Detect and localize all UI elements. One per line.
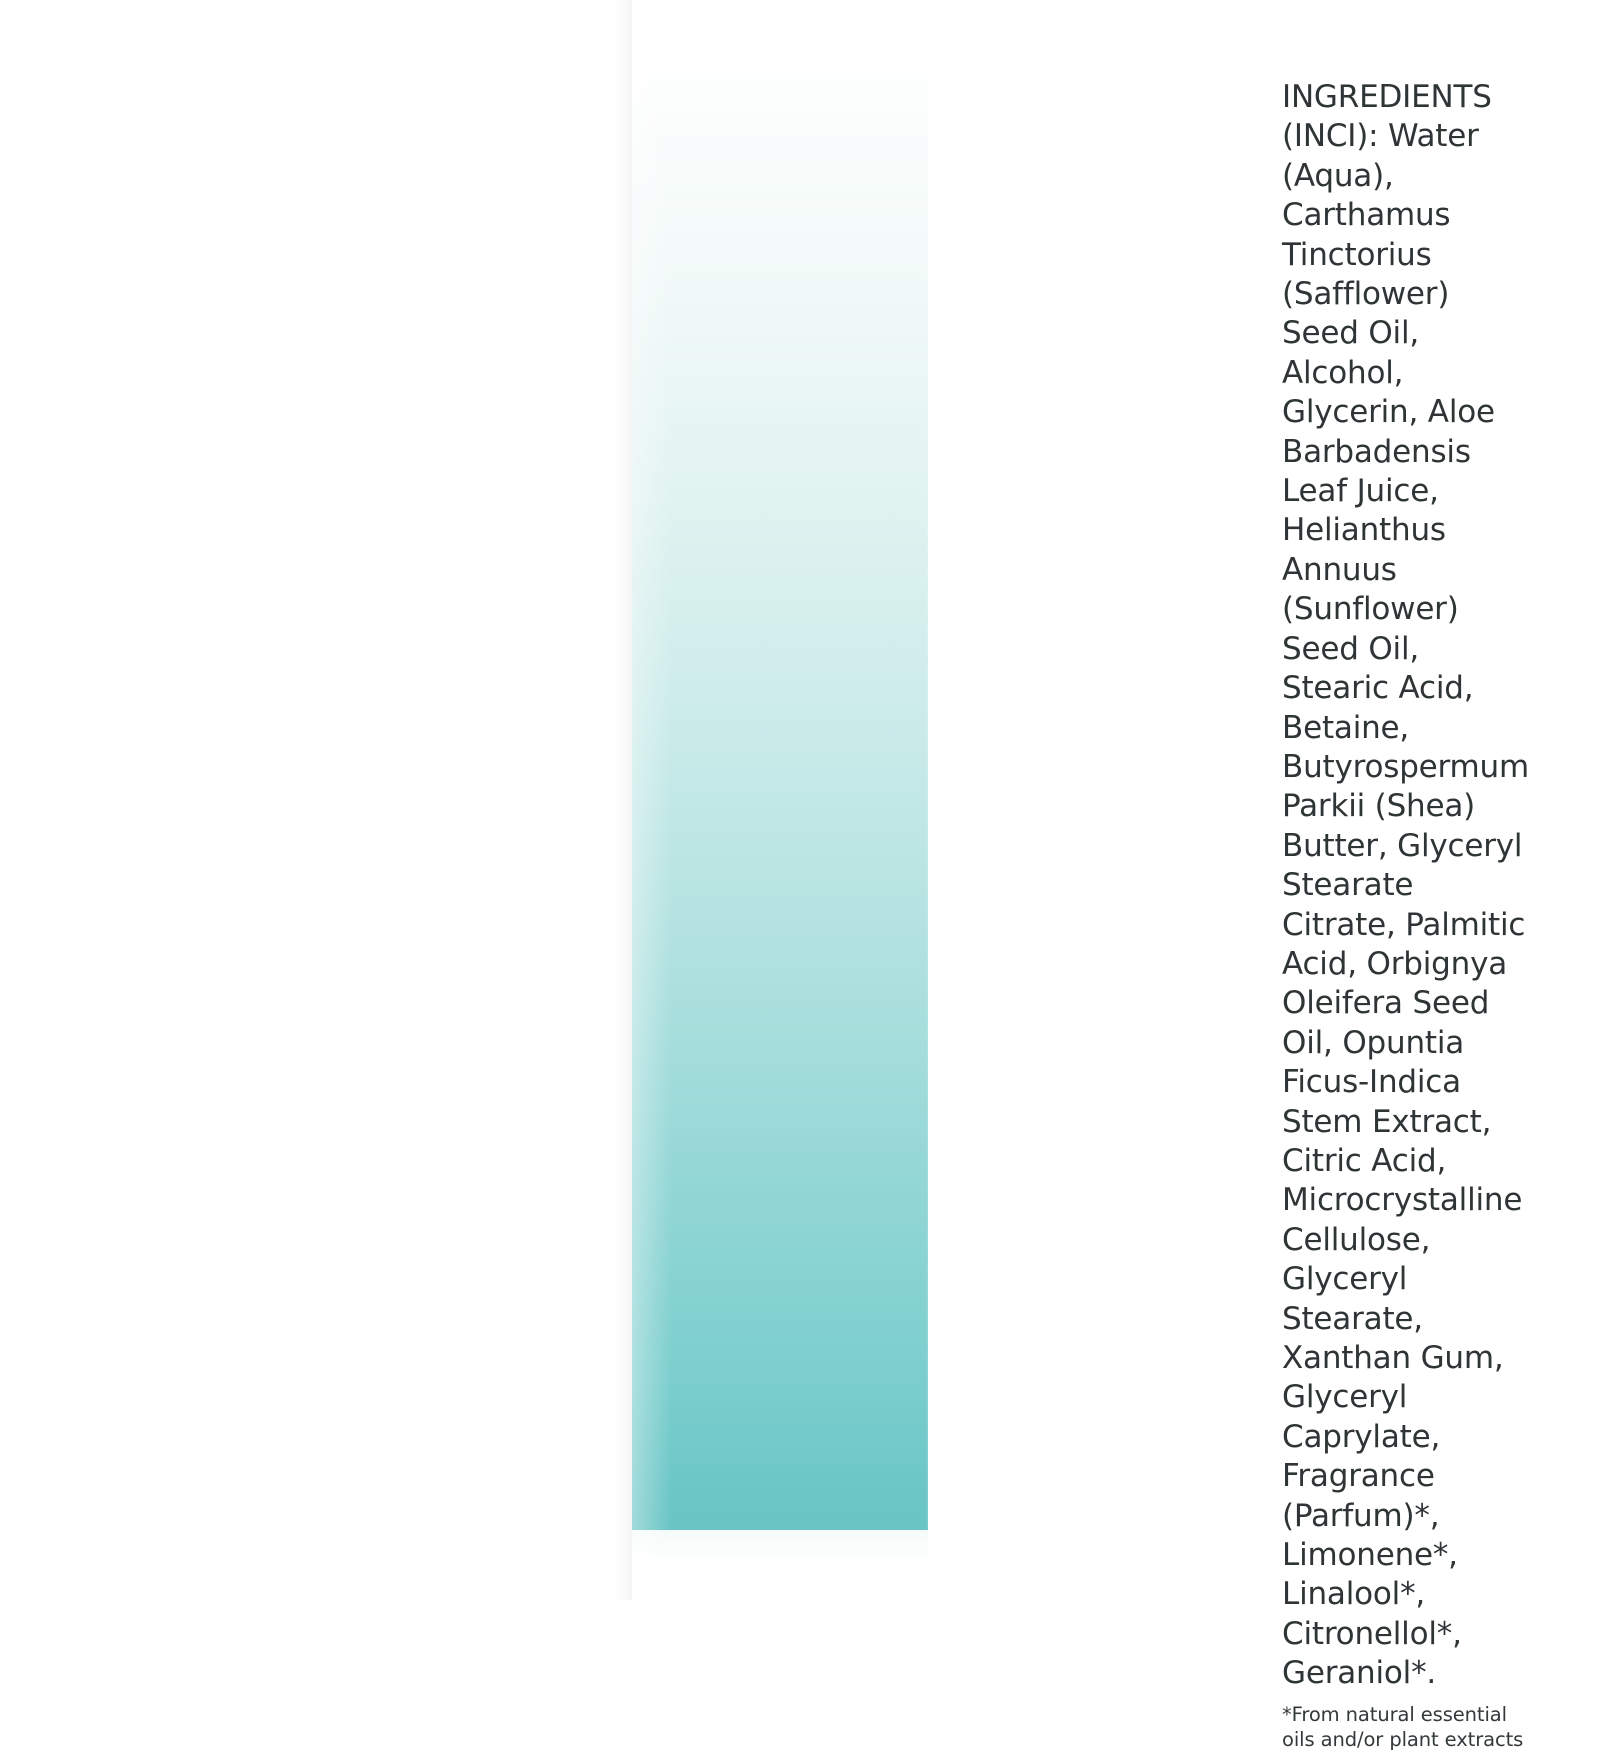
carton-ingredient-panel (632, 0, 1539, 1751)
ingredients-block (1282, 78, 1539, 1752)
ingredients-text: INGREDIENTS (INCI): Water (Aqua), Carthamus Tinctorius (Safflower) Seed Oil, Alcohol, Glycerin, Aloe Barbadensis Leaf Juice, Helianthus Annuus (Sunflower) Seed Oil, Stearic Acid, Betaine, Butyrospermum Parkii (Shea) Butter, Glyceryl Stearate Citrate, Palmitic Acid, Orbignya Oleifera Seed Oil, Opuntia Ficus-Indica Stem Extract, Citric Acid, Microcrystalline Cellulose, Glyceryl Stearate, Xanthan Gum, Glyceryl Caprylate, Fragrance (Parfum)*, Limonene*, Linalool*, Citronellol*, Geraniol*. (1282, 79, 1539, 1692)
carton-right-edge (926, 0, 942, 1600)
ingredients-footnote: *From natural essential oils and/or plant extracts (1282, 1702, 1524, 1751)
carton-left-edge (612, 0, 634, 1600)
carton-bottom-flap (632, 1530, 928, 1600)
